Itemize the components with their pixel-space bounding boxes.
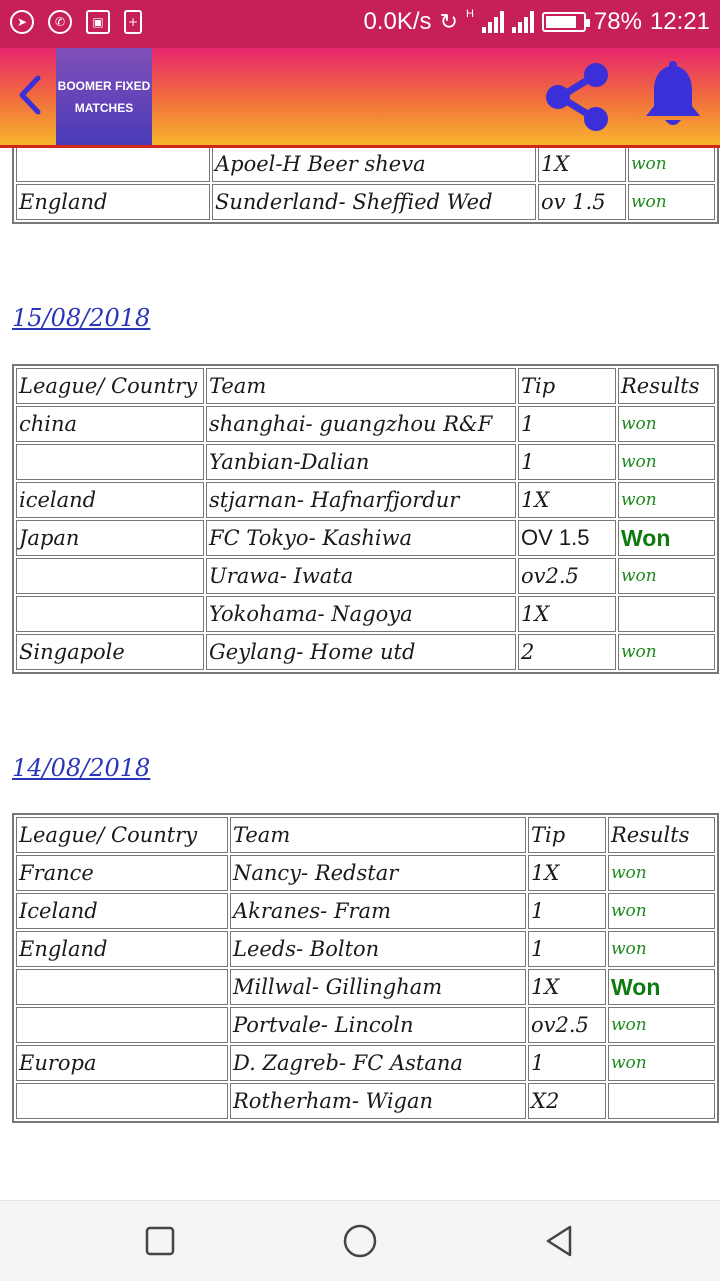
team-cell: D. Zagreb- FC Astana (230, 1045, 526, 1081)
date-link[interactable]: 14/08/2018 (12, 754, 151, 782)
country-cell: England (16, 184, 210, 220)
result-cell (608, 1083, 715, 1119)
result-cell (618, 596, 715, 632)
table-row (16, 969, 715, 1005)
result-cell: Won (618, 520, 715, 556)
team-cell: Rotherham- Wigan (230, 1083, 526, 1119)
home-icon[interactable] (342, 1223, 378, 1259)
table-row (16, 931, 715, 967)
header-tip: Tip (528, 817, 606, 853)
country-cell: Singapole (16, 634, 204, 670)
results-content[interactable] (0, 148, 720, 1200)
table-row (16, 444, 715, 480)
result-cell: won (618, 482, 715, 518)
table-row (16, 406, 715, 442)
table-row (16, 1083, 715, 1119)
tip-cell: 1X (538, 148, 626, 182)
telegram-icon: ➤ (10, 10, 34, 34)
country-cell (16, 444, 204, 480)
country-cell (16, 969, 228, 1005)
tip-cell: 1X (518, 482, 616, 518)
tip-cell: 1X (518, 596, 616, 632)
team-cell: Akranes- Fram (230, 893, 526, 929)
country-cell (16, 148, 210, 182)
country-cell: France (16, 855, 228, 891)
result-cell: won (608, 855, 715, 891)
table-header-row (16, 368, 715, 404)
result-cell: won (608, 893, 715, 929)
result-cell: won (618, 444, 715, 480)
signal-icon (482, 11, 504, 33)
result-cell: won (628, 148, 715, 182)
header-tip: Tip (518, 368, 616, 404)
battery-icon (542, 12, 586, 32)
table-row (16, 855, 715, 891)
team-cell: Yanbian-Dalian (206, 444, 516, 480)
team-cell: Sunderland- Sheffied Wed (212, 184, 536, 220)
country-cell: Europa (16, 1045, 228, 1081)
table-row (16, 634, 715, 670)
tip-cell: 2 (518, 634, 616, 670)
tip-cell: 1 (528, 1045, 606, 1081)
status-bar (0, 0, 720, 48)
header-country: League/ Country (16, 817, 228, 853)
country-cell (16, 1007, 228, 1043)
whatsapp-icon: ✆ (48, 10, 72, 34)
app-logo (56, 48, 152, 145)
country-cell: Japan (16, 520, 204, 556)
system-nav-bar (0, 1200, 720, 1281)
table-row (16, 482, 715, 518)
header-results: Results (618, 368, 715, 404)
country-cell: china (16, 406, 204, 442)
battery-percent: 78% (593, 8, 642, 35)
tip-cell: 1 (528, 931, 606, 967)
tip-cell: ov2.5 (518, 558, 616, 594)
team-cell: stjarnan- Hafnarfjordur (206, 482, 516, 518)
team-cell: Leeds- Bolton (230, 931, 526, 967)
header-team: Team (206, 368, 516, 404)
table-row (16, 893, 715, 929)
result-cell: won (618, 558, 715, 594)
country-cell (16, 558, 204, 594)
back-triangle-icon[interactable] (542, 1223, 578, 1259)
result-cell: won (608, 931, 715, 967)
sim-icon: + (124, 10, 142, 34)
team-cell: Yokohama- Nagoya (206, 596, 516, 632)
tip-cell: ov2.5 (528, 1007, 606, 1043)
result-cell: Won (608, 969, 715, 1005)
table-row (16, 184, 715, 220)
table-row (16, 596, 715, 632)
results-table (12, 364, 719, 674)
app-bar (0, 48, 720, 148)
results-table (12, 813, 719, 1123)
result-cell: won (608, 1045, 715, 1081)
country-cell: iceland (16, 482, 204, 518)
table-row (16, 1045, 715, 1081)
team-cell: FC Tokyo- Kashiwa (206, 520, 516, 556)
tip-cell: X2 (528, 1083, 606, 1119)
tip-cell: 1X (528, 969, 606, 1005)
share-icon[interactable] (542, 62, 612, 132)
table-row (16, 558, 715, 594)
team-cell: Portvale- Lincoln (230, 1007, 526, 1043)
clock: 12:21 (649, 8, 710, 35)
tip-cell: 1 (518, 444, 616, 480)
result-cell: won (608, 1007, 715, 1043)
team-cell: Urawa- Iwata (206, 558, 516, 594)
table-header-row (16, 817, 715, 853)
team-cell: Geylang- Home utd (206, 634, 516, 670)
net-type: H (465, 8, 474, 20)
sync-icon: ↻ (439, 9, 458, 34)
tip-cell: ov 1.5 (538, 184, 626, 220)
team-cell: shanghai- guangzhou R&F (206, 406, 516, 442)
tip-cell: 1 (528, 893, 606, 929)
tip-cell: 1X (528, 855, 606, 891)
result-cell: won (628, 184, 715, 220)
team-cell: Millwal- Gillingham (230, 969, 526, 1005)
result-cell: won (618, 406, 715, 442)
table-row (16, 520, 715, 556)
header-team: Team (230, 817, 526, 853)
country-cell: England (16, 931, 228, 967)
signal-icon-2 (512, 11, 534, 33)
header-country: League/ Country (16, 368, 204, 404)
header-results: Results (608, 817, 715, 853)
team-cell: Nancy- Redstar (230, 855, 526, 891)
date-link[interactable]: 15/08/2018 (12, 304, 151, 332)
bell-icon[interactable] (642, 60, 704, 132)
app-logo-text: BOOMER FIXED MATCHES (57, 78, 151, 115)
results-table-partial (12, 148, 719, 224)
team-cell: Apoel-H Beer sheva (212, 148, 536, 182)
screenshot-icon: ▣ (86, 10, 110, 34)
tip-cell: 1 (518, 406, 616, 442)
result-cell: won (618, 634, 715, 670)
back-icon[interactable] (10, 70, 50, 120)
table-row (16, 148, 715, 182)
recents-icon[interactable] (142, 1223, 178, 1259)
tip-cell: OV 1.5 (518, 520, 616, 556)
country-cell: Iceland (16, 893, 228, 929)
country-cell (16, 1083, 228, 1119)
country-cell (16, 596, 204, 632)
table-row (16, 1007, 715, 1043)
net-speed: 0.0K/s (363, 8, 432, 35)
